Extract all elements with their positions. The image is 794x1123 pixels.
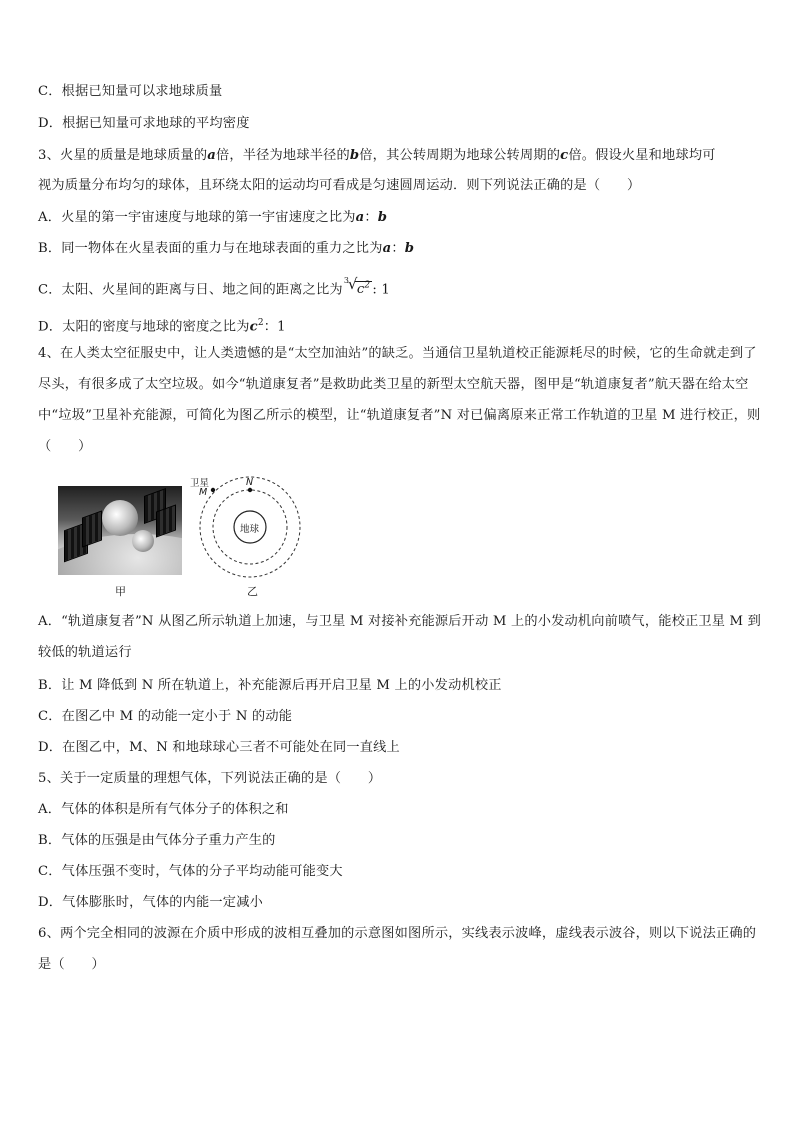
var-a: a (382, 241, 392, 256)
q3-option-a (38, 208, 764, 228)
exp: 2 (257, 318, 264, 328)
radicand-exp: 2 (364, 281, 371, 291)
q4-option-d: D．在图乙中，M、N 和地球球心三者不可能处在同一直线上 (38, 740, 400, 755)
label-n: N (246, 477, 254, 488)
line-q2-option-c: C．根据已知量可以求地球质量 (38, 84, 223, 99)
ratio-tail: ：1 (263, 319, 286, 335)
var-b: b (377, 210, 388, 225)
q4-option-c: C．在图乙中 M 的动能一定小于 N 的动能 (38, 709, 293, 724)
caption-yi: 乙 (247, 585, 258, 598)
satellite-photo (58, 486, 182, 575)
satellite-m-dot (211, 488, 215, 492)
q3-text-2: 倍，半径为地球半径的 (216, 148, 350, 163)
q3-text-4: 倍。假设火星和地球均可 (568, 148, 716, 163)
q3-option-b (38, 239, 764, 259)
q4-option-b: B．让 M 降低到 N 所在轨道上，补充能源后再开启卫星 M 上的小发动机校正 (38, 678, 502, 693)
radicand-var: c (356, 282, 365, 298)
var-c: c (249, 319, 258, 335)
q3-text-1: 3、火星的质量是地球质量的 (38, 148, 208, 163)
var-b: b (404, 241, 415, 256)
satellite-dish (132, 530, 154, 552)
q5-option-a: A．气体的体积是所有气体分子的体积之和 (38, 802, 289, 817)
var-b: b (349, 148, 360, 163)
var-a: a (355, 210, 365, 225)
var-a: a (207, 148, 216, 163)
caption-jia: 甲 (115, 585, 126, 598)
root-symbol: √ (347, 275, 358, 293)
var-c: c (560, 148, 569, 163)
colon: ： (364, 210, 378, 225)
label-satellite: 卫星 (190, 478, 210, 489)
solar-panel (156, 504, 176, 537)
ratio-tail: : 1 (372, 282, 390, 298)
q4-option-a: A．“轨道康复者”N 从图乙所示轨道上加速，与卫星 M 对接补充能源后开动 M 上的小发动机向前喷气，能校正卫星 M 到较低的轨道运行 (38, 614, 762, 660)
question-3-stem-cont: 视为质量分布均匀的球体，且环绕太阳的运动均可看成是匀速圆周运动．则下列说法正确的是（ ） (38, 178, 641, 193)
satellite-n-dot (248, 488, 252, 492)
q3-option-c-text: C．太阳、火星间的距离与日、地之间的距离之比为 (38, 282, 343, 298)
q5-option-c: C．气体压强不变时，气体的分子平均动能可能变大 (38, 864, 343, 879)
cube-root (343, 276, 373, 300)
q3-option-a-text: A．火星的第一宇宙速度与地球的第一宇宙速度之比为 (38, 210, 356, 225)
q3-option-d (38, 313, 764, 337)
satellite-body (102, 500, 138, 536)
label-earth: 地球 (240, 524, 260, 535)
question-4-stem: 4、在人类太空征服史中，让人类遗憾的是“太空加油站”的缺乏。当通信卫星轨道校正能源耗尽的时候，它的生命就走到了尽头，有很多成了太空垃圾。如今“轨道康复者”是救助此类卫星的新型太空航天器，图甲是“轨道康复者”航天器在给太空中“垃圾”卫星补充能源，可简化为图乙所示的模型，让“轨道康复者”N 对已偏离原来正常工作轨道的卫星 M 进行校正，则（ ） (38, 346, 761, 454)
question-5-stem: 5、关于一定质量的理想气体，下列说法正确的是（ ） (38, 771, 382, 786)
q3-option-d-text: D．太阳的密度与地球的密度之比为 (38, 319, 250, 335)
colon: ： (391, 241, 405, 256)
q5-option-b: B．气体的压强是由气体分子重力产生的 (38, 833, 276, 848)
q3-option-b-text: B．同一物体在火星表面的重力与在地球表面的重力之比为 (38, 241, 383, 256)
root-index: 3 (343, 276, 350, 285)
q3-option-c (38, 276, 764, 300)
q3-text-3: 倍，其公转周期为地球公转周期的 (359, 148, 561, 163)
label-m: M (199, 487, 208, 498)
line-q2-option-d: D．根据已知量可求地球的平均密度 (38, 116, 250, 131)
question-6-stem: 6、两个完全相同的波源在介质中形成的波相互叠加的示意图如图所示，实线表示波峰，虚线表示波谷，则以下说法正确的是（ ） (38, 926, 757, 972)
question-3-stem (38, 146, 764, 166)
q5-option-d: D．气体膨胀时，气体的内能一定减小 (38, 895, 263, 910)
